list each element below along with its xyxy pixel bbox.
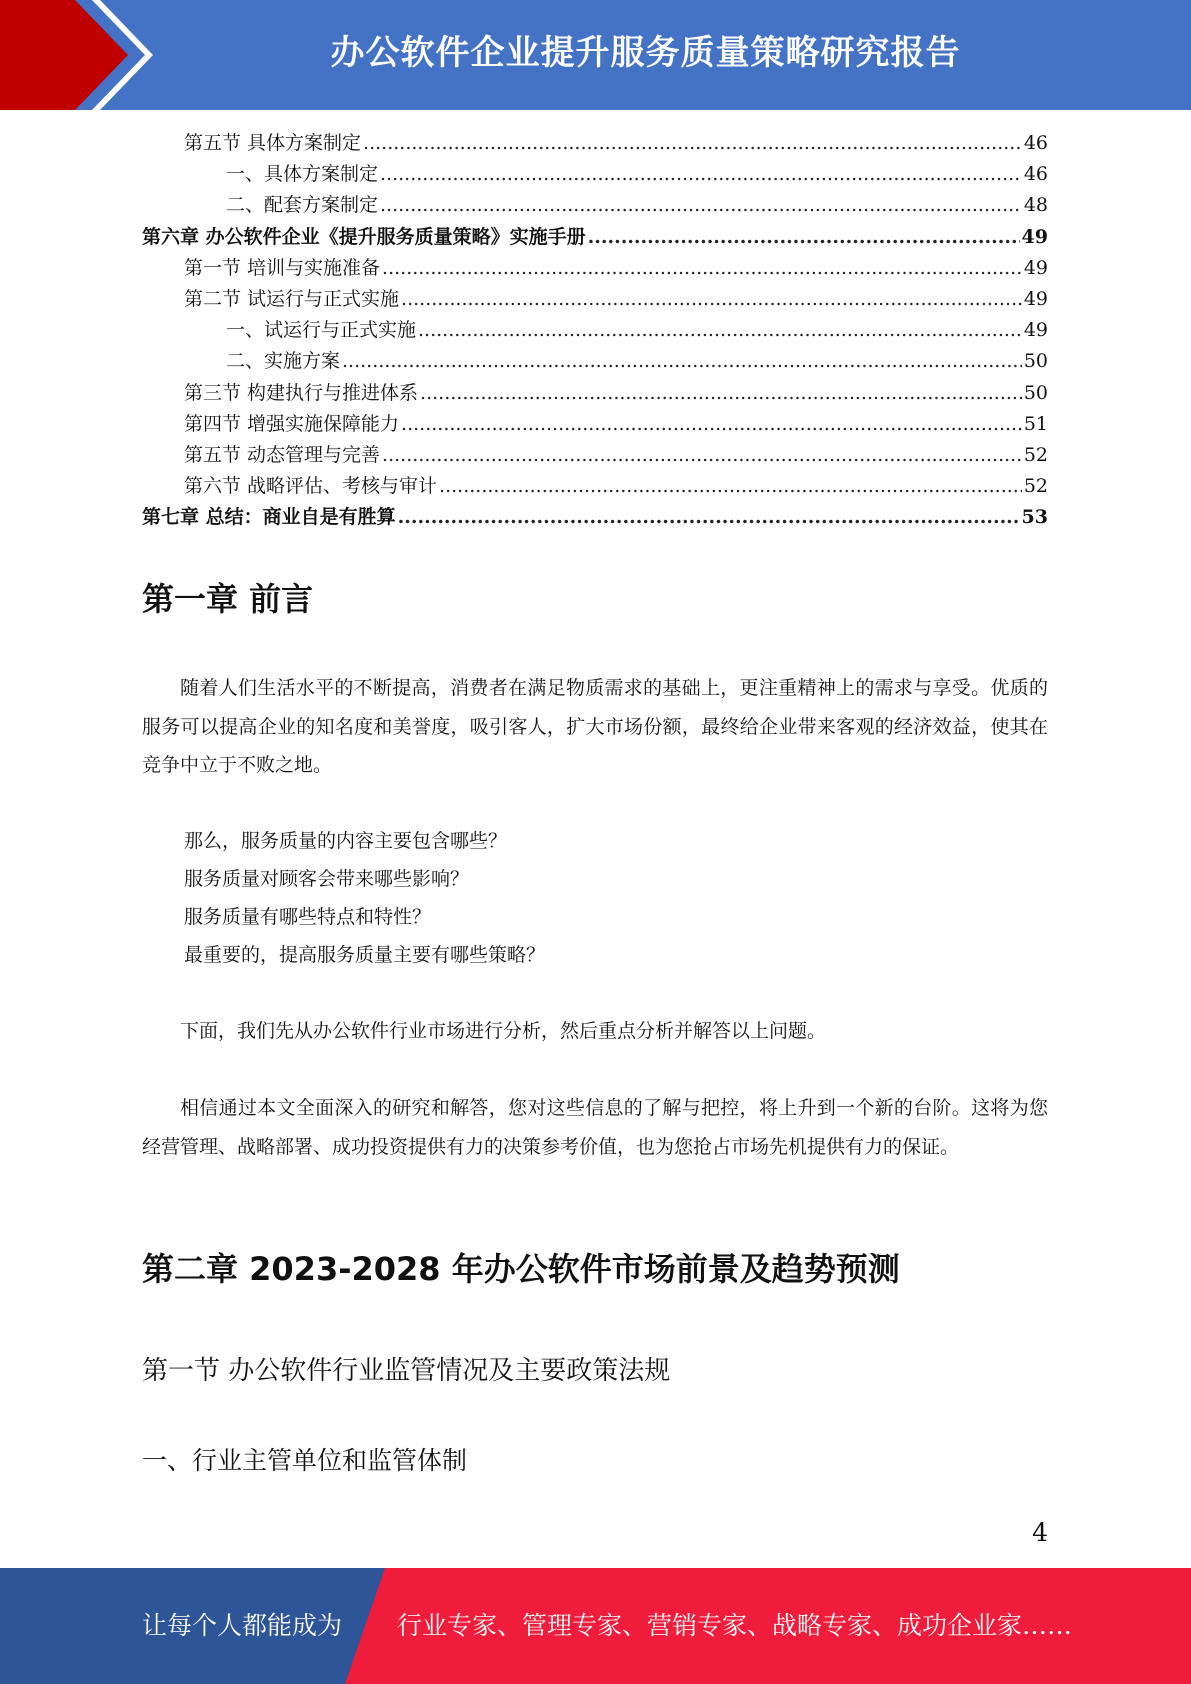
page-number: 4 [1032, 1518, 1048, 1547]
toc-entry[interactable] [142, 409, 1048, 440]
chapter-1-paragraph-3: 相信通过本文全面深入的研究和解答，您对这些信息的了解与把控，将上升到一个新的台阶。这将为您经营管理、战略部署、成功投资提供有力的决策参考价值，也为您抢占市场先机提供有力的保证。 [142, 1097, 1048, 1158]
toc-entry-page: 46 [1023, 163, 1048, 186]
toc-entry[interactable] [142, 378, 1048, 409]
toc-entry[interactable] [142, 284, 1048, 315]
question-2: 服务质量对顾客会带来哪些影响？ [184, 868, 470, 890]
subsection-1-title: 一、行业主管单位和监管体制 [142, 1446, 468, 1475]
page-footer [0, 1568, 1191, 1684]
toc-entry[interactable] [142, 315, 1048, 346]
toc-leader-dots [342, 350, 1022, 372]
footer-slogan-left: 让每个人都能成为 [142, 1611, 343, 1640]
toc-entry-label: 第六节 战略评估、考核与审计 [184, 475, 438, 498]
toc-leader-dots [588, 226, 1020, 248]
toc-entry[interactable] [142, 222, 1048, 253]
chapter-1-paragraph-2: 下面，我们先从办公软件行业市场进行分析，然后重点分析并解答以上问题。 [180, 1020, 827, 1042]
toc-leader-dots [418, 319, 1022, 341]
toc-leader-dots [401, 288, 1022, 310]
chapter-1-paragraph-1: 随着人们生活水平的不断提高，消费者在满足物质需求的基础上，更注重精神上的需求与享受。优质的服务可以提高企业的知名度和美誉度，吸引客人，扩大市场份额，最终给企业带来客观的经济效益，使其在竞争中立于不败之地。 [142, 677, 1048, 776]
toc-entry-label: 二、实施方案 [226, 350, 341, 373]
toc-leader-dots [401, 413, 1022, 435]
toc-entry-label: 一、试运行与正式实施 [226, 319, 417, 342]
toc-leader-dots [380, 194, 1022, 216]
toc-entry[interactable] [142, 190, 1048, 221]
toc-entry[interactable] [142, 346, 1048, 377]
toc-entry[interactable] [142, 253, 1048, 284]
toc-leader-dots [398, 506, 1020, 528]
toc-entry-label: 第三节 构建执行与推进体系 [184, 381, 419, 404]
toc-entry-page: 52 [1023, 443, 1048, 466]
toc-entry-page: 46 [1023, 132, 1048, 154]
table-of-contents [142, 128, 1048, 533]
toc-entry[interactable] [142, 471, 1048, 502]
toc-leader-dots [439, 475, 1022, 497]
toc-entry-page: 51 [1023, 412, 1048, 435]
toc-entry[interactable] [142, 440, 1048, 471]
page-header [0, 0, 1191, 110]
toc-leader-dots [420, 382, 1022, 404]
toc-entry-page: 50 [1023, 350, 1048, 373]
toc-leader-dots [363, 132, 1022, 154]
toc-entry-label: 第四节 增强实施保障能力 [184, 412, 400, 435]
toc-entry-page: 49 [1023, 256, 1048, 279]
toc-entry-label: 一、具体方案制定 [226, 163, 379, 186]
toc-entry-label: 第六章 办公软件企业《提升服务质量策略》实施手册 [142, 225, 586, 248]
toc-entry[interactable] [142, 159, 1048, 190]
toc-leader-dots [380, 163, 1022, 185]
header-arrow-decoration [0, 0, 160, 110]
toc-entry-label: 第一节 培训与实施准备 [184, 256, 381, 279]
toc-entry[interactable] [142, 502, 1048, 533]
toc-entry-label: 第二节 试运行与正式实施 [184, 287, 400, 310]
chapter-1-title: 第一章 前言 [142, 580, 314, 618]
toc-entry-label: 第五节 动态管理与完善 [184, 443, 381, 466]
toc-entry-page: 52 [1023, 475, 1048, 498]
toc-entry-page: 53 [1021, 506, 1048, 529]
toc-leader-dots [382, 444, 1022, 466]
toc-entry-label: 二、配套方案制定 [226, 194, 379, 217]
toc-entry[interactable] [142, 128, 1048, 159]
section-1-title: 第一节 办公软件行业监管情况及主要政策法规 [142, 1356, 671, 1386]
toc-entry-page: 50 [1023, 381, 1048, 404]
toc-entry-page: 49 [1023, 287, 1048, 310]
question-1: 那么，服务质量的内容主要包含哪些？ [184, 830, 508, 852]
toc-entry-label: 第五节 具体方案制定 [184, 132, 362, 154]
toc-entry-page: 48 [1023, 194, 1048, 217]
chapter-2-title: 第二章 2023-2028 年办公软件市场前景及趋势预测 [142, 1250, 900, 1288]
toc-leader-dots [382, 257, 1022, 279]
toc-entry-label: 第七章 总结：商业自是有胜算 [142, 506, 396, 529]
question-3: 服务质量有哪些特点和特性？ [184, 906, 432, 928]
toc-entry-page: 49 [1021, 225, 1048, 248]
question-4: 最重要的，提高服务质量主要有哪些策略？ [184, 944, 546, 966]
header-title: 办公软件企业提升服务质量策略研究报告 [330, 33, 961, 73]
footer-slogan-right: 行业专家、管理专家、营销专家、战略专家、成功企业家…… [397, 1611, 1073, 1640]
toc-entry-page: 49 [1023, 319, 1048, 342]
